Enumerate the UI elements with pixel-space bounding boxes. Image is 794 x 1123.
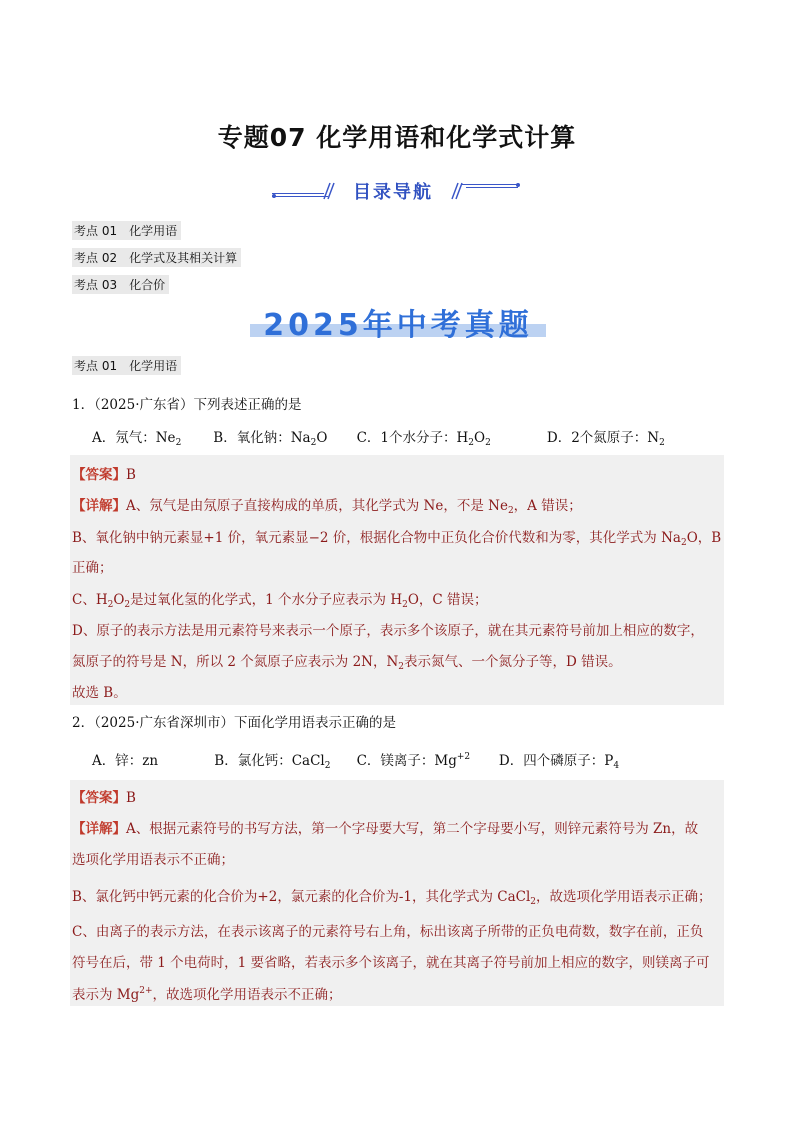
option-c: C．1个水分子：$H_2O_2$ — [356, 430, 491, 448]
section-label — [72, 356, 181, 375]
toc-item-code: 考点 03 — [74, 278, 118, 292]
toc-heading-label: 目录导航 — [353, 182, 433, 203]
detail-1-line: 氮原子的符号是 N，所以 2 个氮原子应表示为 2N，$N_2$表示氮气、一个氮分子等，D 错误。 — [72, 654, 622, 672]
decor-slash-icon — [322, 182, 336, 200]
detail-2-line: 符号在后，带 1 个电荷时，1 要省略，若表示多个该离子，就在其离子符号前加上相应的数字，则镁离子可 — [72, 955, 710, 971]
option-b: B．氧化钠：$Na_2O$ — [213, 430, 328, 448]
answer-1: 【答案】B — [72, 467, 136, 483]
toc-item-name: 化学用语 — [129, 224, 178, 238]
detail-2-line: B、氯化钙中钙元素的化合价为+2，氯元素的化合价为-1，其化学式为 CaCl$_2$，故选项化学用语表示正确； — [72, 889, 712, 907]
section-label-name: 化学用语 — [129, 359, 178, 373]
detail-1-line: 故选 B。 — [72, 685, 127, 701]
toc-item[interactable] — [72, 275, 169, 294]
option-a: A．氖气：$Ne_2$ — [92, 430, 182, 448]
question-1-stem: 1．（2025·广东省）下列表述正确的是 — [72, 397, 302, 413]
detail-1-line: B、氧化钠中钠元素显+1 价，氧元素显−2 价，根据化合物中正负化合价代数和为零，其化学式为 $Na_2O$，B — [72, 530, 722, 548]
toc-item-code: 考点 02 — [74, 251, 118, 265]
decor-line — [466, 187, 518, 188]
answer-2: 【答案】B — [72, 790, 136, 806]
toc-item-name: 化学式及其相关计算 — [129, 251, 238, 265]
detail-1-line: C、$H_2O_2$是过氧化氢的化学式，1 个水分子应表示为 $H_2O$，C 错误； — [72, 592, 488, 610]
question-1-options — [92, 426, 665, 446]
toc-item[interactable] — [72, 221, 181, 240]
question-2-options — [92, 749, 619, 769]
toc-item-name: 化合价 — [129, 278, 166, 292]
detail-1-line: D、原子的表示方法是用元素符号来表示一个原子，表示多个该原子，就在其元素符号前加上相应的数字， — [72, 623, 704, 639]
banner-text: 2025年中考真题 — [263, 308, 533, 343]
page-title: 专题07 化学用语和化学式计算 — [217, 123, 577, 152]
option-a: A．锌：zn — [92, 753, 159, 769]
detail-1-line: 【详解】A、氖气是由氖原子直接构成的单质，其化学式为 Ne，不是 $Ne_2$，A 错误； — [72, 498, 582, 516]
detail-2-line: 【详解】A、根据元素符号的书写方法，第一个字母要大写，第二个字母要小写，则锌元素符号为 Zn，故 — [72, 821, 699, 837]
decor-line — [462, 184, 518, 185]
decor-line — [272, 196, 328, 197]
option-d: D．2个氮原子：$N_2$ — [546, 430, 665, 448]
detail-2-line: 表示为 $Mg^{2+}$，故选项化学用语表示不正确； — [72, 986, 342, 1003]
section-label-code: 考点 01 — [74, 359, 118, 373]
option-d: D．四个磷原子：$P_4$ — [498, 753, 620, 771]
detail-1-line: 正确； — [72, 560, 113, 576]
option-b: B．氯化钙：CaCl$_2$ — [214, 753, 331, 771]
decor-dot — [516, 183, 520, 187]
toc-item-code: 考点 01 — [74, 224, 118, 238]
question-2-stem: 2．（2025·广东省深圳市）下面化学用语表示正确的是 — [72, 715, 396, 731]
toc-item[interactable] — [72, 248, 241, 267]
option-c: C．镁离子：$Mg^{+2}$ — [356, 752, 471, 769]
decor-line — [272, 193, 324, 194]
detail-2-line: 选项化学用语表示不正确； — [72, 852, 234, 868]
toc-heading — [272, 178, 522, 204]
section-banner — [250, 300, 546, 343]
detail-2-line: C、由离子的表示方法，在表示该离子的元素符号右上角，标出该离子所带的正负电荷数，数字在前，正负 — [72, 924, 704, 940]
